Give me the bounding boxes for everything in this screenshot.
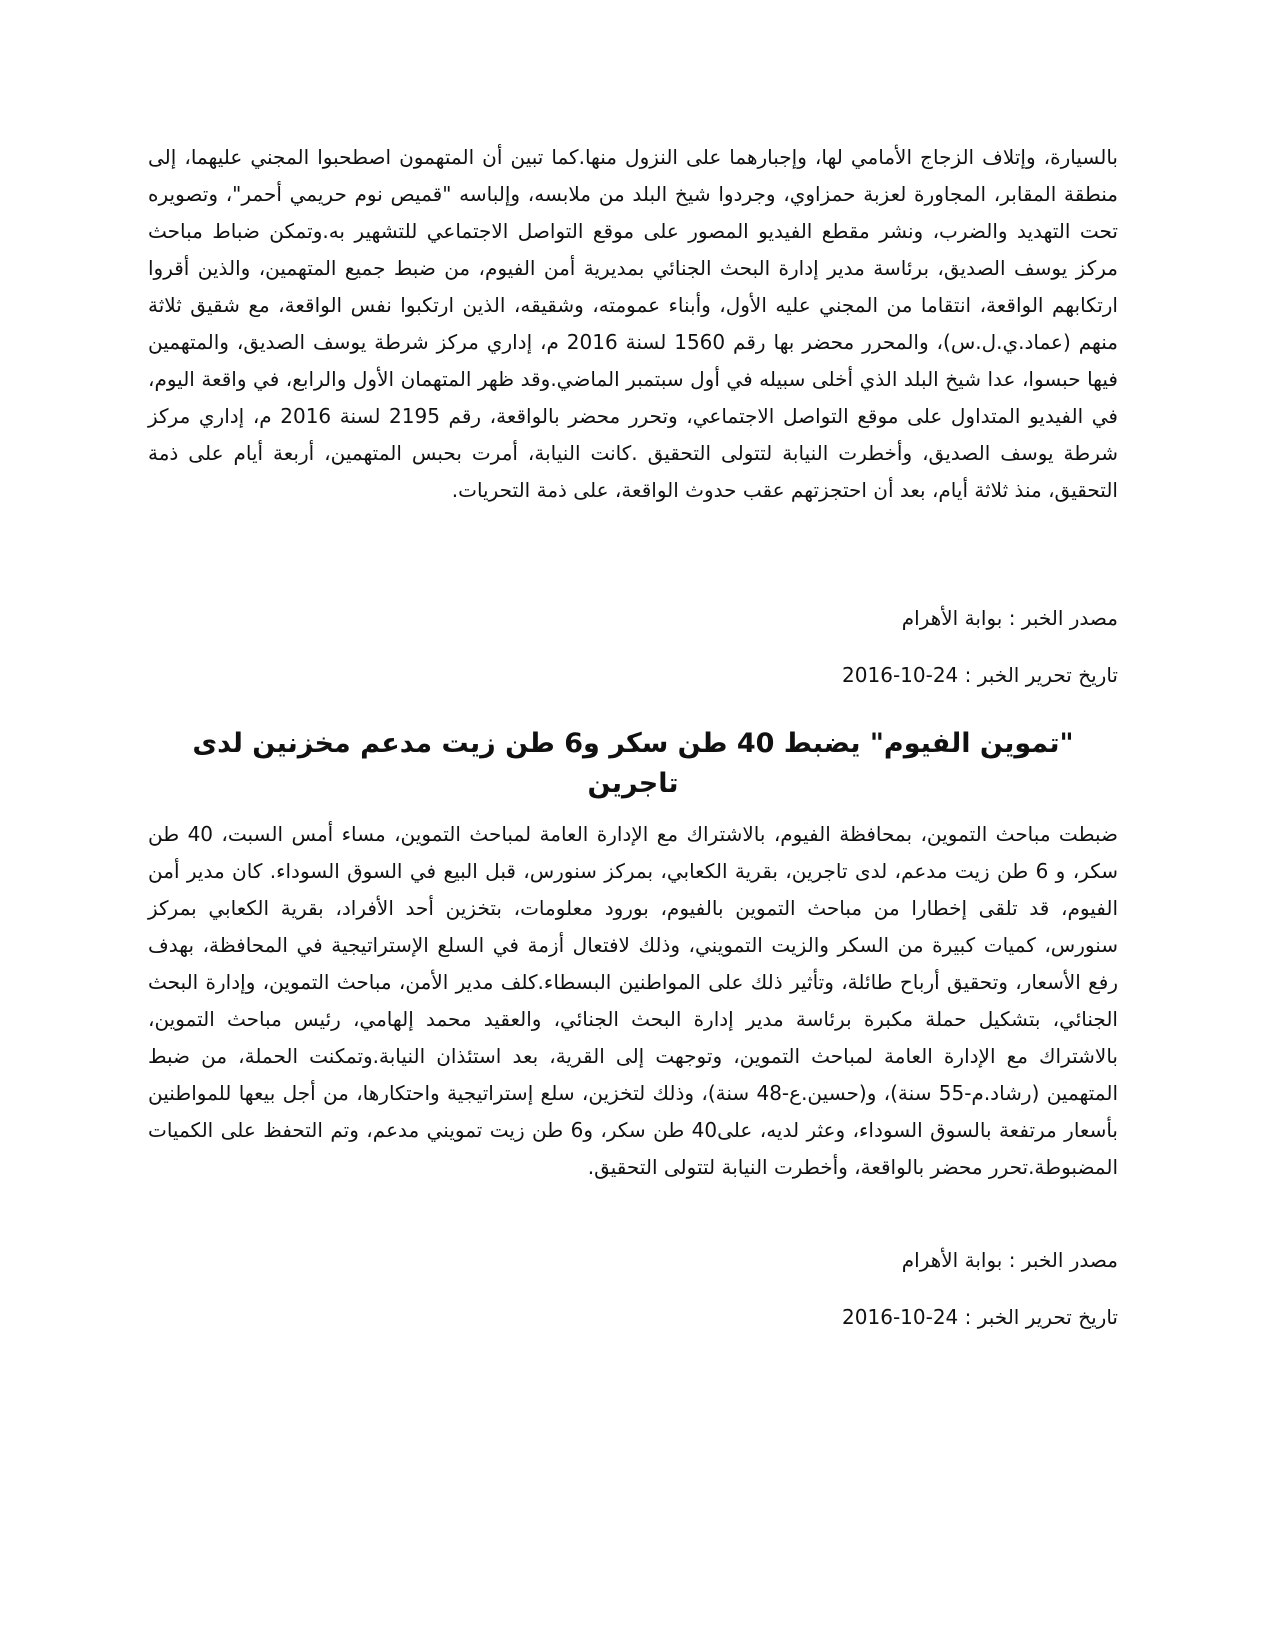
article-1-source: مصدر الخبر : بوابة الأهرام xyxy=(901,606,1118,630)
article-2-date: تاريخ تحرير الخبر : 24-10-2016 xyxy=(842,1305,1118,1329)
article-1-date: تاريخ تحرير الخبر : 24-10-2016 xyxy=(842,663,1118,687)
article-2-source: مصدر الخبر : بوابة الأهرام xyxy=(901,1248,1118,1272)
article-2-date-block xyxy=(148,1302,1118,1332)
article-2-headline: "تموين الفيوم" يضبط 40 طن سكر و6 طن زيت مدعم مخزنين لدى تاجرين xyxy=(192,728,1074,799)
article-2-source-block xyxy=(148,1245,1118,1275)
article-2-body: ضبطت مباحث التموين، بمحافظة الفيوم، بالاشتراك مع الإدارة العامة لمباحث التموين، مساء أمس السبت، 40 طن سكر، و 6 طن زيت مدعم، لدى تاجرين، بقرية الكعابي، بمركز سنورس، قبل البيع في السوق السوداء. كان مدير أمن الفيوم، قد تلقى إخطارا من مباحث التموين بالفيوم، بورود معلومات، بتخزين أحد الأفراد، بقرية الكعابي بمركز سنورس، كميات كبيرة من السكر والزيت التمويني، وذلك لافتعال أزمة في السلع الإستراتيجية في المحافظة، بهدف رفع الأسعار، وتحقيق أرباح طائلة، وتأثير ذلك على المواطنين البسطاء.كلف مدير الأمن، مباحث التموين، وإدارة البحث الجنائي، بتشكيل حملة مكبرة برئاسة مدير إدارة البحث الجنائي، والعقيد محمد إلهامي، رئيس مباحث التموين، بالاشتراك مع الإدارة العامة لمباحث التموين، وتوجهت إلى القرية، بعد استئذان النيابة.وتمكنت الحملة، من ضبط المتهمين (رشاد.م-55 سنة)، و(حسين.ع-48 سنة)، وذلك لتخزين، سلع إستراتيجية واحتكارها، من أجل بيعها للمواطنين بأسعار مرتفعة بالسوق السوداء، وعثر لديه، على40 طن سكر، و6 طن زيت تمويني مدعم، وتم التحفظ على الكميات المضبوطة.تحرر محضر بالواقعة، وأخطرت النيابة لتتولى التحقيق. xyxy=(148,822,1119,1179)
article-1-body: بالسيارة، وإتلاف الزجاج الأمامي لها، وإجبارهما على النزول منها.كما تبين أن المتهمون اصطحبوا المجني عليهما، إلى منطقة المقابر، المجاورة لعزبة حمزاوي، وجردوا شيخ البلد من ملابسه، وإلباسه "قميص نوم حريمي أحمر"، وتصويره تحت التهديد والضرب، ونشر مقطع الفيديو المصور على موقع التواصل الاجتماعي للتشهير به.وتمكن ضباط مباحث مركز يوسف الصديق، برئاسة مدير إدارة البحث الجنائي بمديرية أمن الفيوم، من ضبط جميع المتهمين، والذين أقروا ارتكابهم الواقعة، انتقاما من المجني عليه الأول، وأبناء عمومته، وشقيقه، الذين ارتكبوا نفس الواقعة، مع شقيق ثلاثة منهم (عماد.ي.ل.س)، والمحرر محضر بها رقم 1560 لسنة 2016 م، إداري مركز شرطة يوسف الصديق، والمتهمين فيها حبسوا، عدا شيخ البلد الذي أخلى سبيله في أول سبتمبر الماضي.وقد ظهر المتهمان الأول والرابع، في واقعة اليوم، في الفيديو المتداول على موقع التواصل الاجتماعي، وتحرر محضر بالواقعة، رقم 2195 لسنة 2016 م، إداري مركز شرطة يوسف الصديق، وأخطرت النيابة لتتولى التحقيق .كانت النيابة، أمرت بحبس المتهمين، أربعة أيام على ذمة التحقيق، منذ ثلاثة أيام، بعد أن احتجزتهم عقب حدوث الواقعة، على ذمة التحريات. xyxy=(148,145,1118,502)
article-2 xyxy=(148,816,1118,1186)
article-1-date-block xyxy=(148,660,1118,690)
article-1-source-block xyxy=(148,603,1118,633)
article-1 xyxy=(148,139,1118,509)
